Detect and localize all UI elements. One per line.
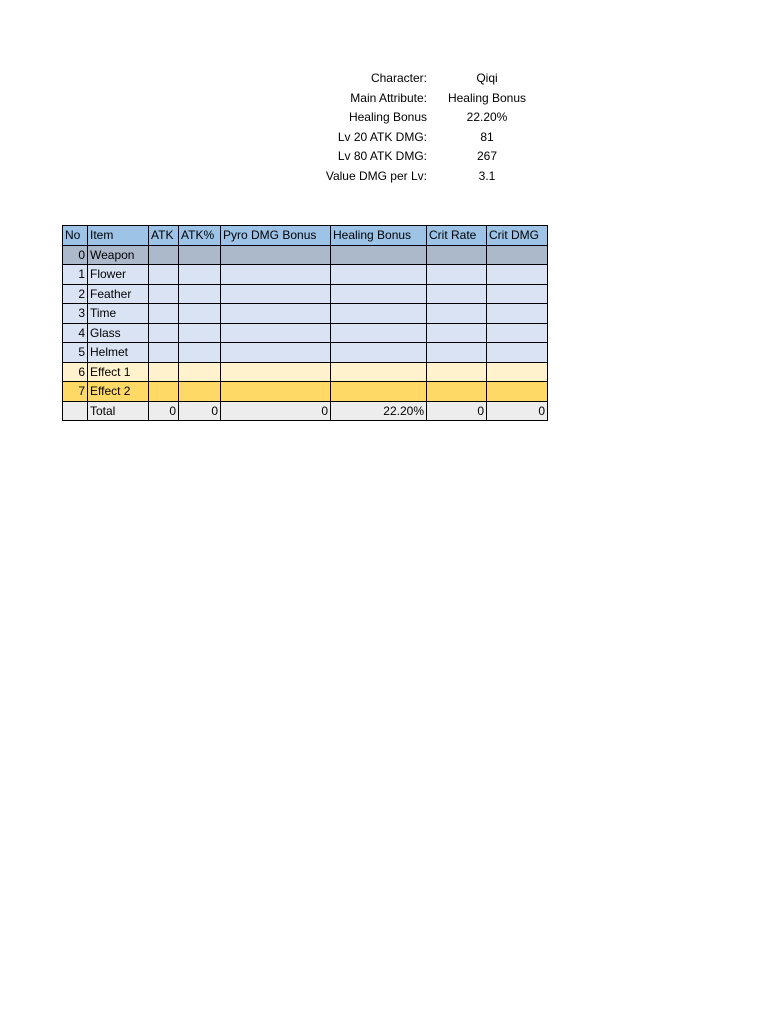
cell-pyro-dmg-bonus[interactable]: [221, 343, 331, 363]
cell-no[interactable]: 5: [63, 343, 88, 363]
lv80-atk-label[interactable]: Lv 80 ATK DMG:: [337, 149, 427, 164]
info-row-character: [300, 69, 547, 89]
cell-crit-dmg[interactable]: [487, 382, 548, 402]
total-healing-bonus[interactable]: 22.20%: [331, 401, 427, 421]
cell-item[interactable]: Flower: [88, 265, 149, 285]
cell-item[interactable]: Glass: [88, 323, 149, 343]
total-atk[interactable]: 0: [149, 401, 179, 421]
cell-no[interactable]: 3: [63, 304, 88, 324]
info-row-healing-bonus: [300, 108, 547, 128]
cell-pyro-dmg-bonus[interactable]: [221, 245, 331, 265]
cell-atk[interactable]: [149, 265, 179, 285]
cell-crit-rate[interactable]: [427, 323, 487, 343]
cell-crit-rate[interactable]: [427, 343, 487, 363]
cell-no[interactable]: 0: [63, 245, 88, 265]
header-atk[interactable]: ATK: [149, 226, 179, 246]
character-label[interactable]: Character:: [370, 71, 427, 85]
info-row-lv80-atk: [300, 147, 547, 167]
cell-atk-pct[interactable]: [179, 284, 221, 304]
cell-pyro-dmg-bonus[interactable]: [221, 362, 331, 382]
cell-crit-rate[interactable]: [427, 284, 487, 304]
lv80-atk-value[interactable]: 267: [476, 149, 498, 164]
cell-no[interactable]: 6: [63, 362, 88, 382]
table-row: [63, 382, 548, 402]
cell-no[interactable]: 7: [63, 382, 88, 402]
cell-no[interactable]: 2: [63, 284, 88, 304]
healing-bonus-label[interactable]: Healing Bonus: [348, 110, 427, 125]
cell-no[interactable]: [63, 401, 88, 421]
cell-atk-pct[interactable]: [179, 343, 221, 363]
cell-healing-bonus[interactable]: [331, 382, 427, 402]
lv20-atk-label[interactable]: Lv 20 ATK DMG:: [337, 129, 427, 144]
info-row-dmg-per-lv: [300, 167, 547, 187]
cell-atk[interactable]: [149, 304, 179, 324]
table-row: [63, 265, 548, 285]
cell-crit-dmg[interactable]: [487, 304, 548, 324]
cell-atk[interactable]: [149, 362, 179, 382]
cell-crit-dmg[interactable]: [487, 284, 548, 304]
cell-crit-rate[interactable]: [427, 382, 487, 402]
cell-item[interactable]: Feather: [88, 284, 149, 304]
stats-table: [62, 225, 548, 421]
total-atk-pct[interactable]: 0: [179, 401, 221, 421]
cell-item[interactable]: Effect 2: [88, 382, 149, 402]
info-row-lv20-atk: [300, 128, 547, 148]
cell-crit-dmg[interactable]: [487, 265, 548, 285]
cell-item[interactable]: Helmet: [88, 343, 149, 363]
cell-crit-dmg[interactable]: [487, 343, 548, 363]
cell-crit-dmg[interactable]: [487, 323, 548, 343]
cell-no[interactable]: 4: [63, 323, 88, 343]
cell-healing-bonus[interactable]: [331, 304, 427, 324]
table-row: [63, 323, 548, 343]
healing-bonus-value[interactable]: 22.20%: [466, 110, 508, 125]
cell-crit-dmg[interactable]: [487, 362, 548, 382]
cell-item[interactable]: Time: [88, 304, 149, 324]
cell-no[interactable]: 1: [63, 265, 88, 285]
cell-atk[interactable]: [149, 245, 179, 265]
cell-atk[interactable]: [149, 343, 179, 363]
cell-atk[interactable]: [149, 382, 179, 402]
cell-pyro-dmg-bonus[interactable]: [221, 284, 331, 304]
dmg-per-lv-label[interactable]: Value DMG per Lv:: [325, 168, 427, 183]
total-pyro-dmg-bonus[interactable]: 0: [221, 401, 331, 421]
cell-crit-dmg[interactable]: [487, 245, 548, 265]
header-pyro-dmg-bonus[interactable]: Pyro DMG Bonus: [221, 226, 331, 246]
total-label[interactable]: Total: [88, 401, 149, 421]
cell-atk-pct[interactable]: [179, 323, 221, 343]
cell-crit-rate[interactable]: [427, 304, 487, 324]
cell-healing-bonus[interactable]: [331, 265, 427, 285]
table-row: [63, 343, 548, 363]
table-row: [63, 245, 548, 265]
cell-crit-rate[interactable]: [427, 245, 487, 265]
cell-item[interactable]: Weapon: [88, 245, 149, 265]
main-attribute-value[interactable]: Healing Bonus: [447, 90, 527, 105]
main-attribute-label[interactable]: Main Attribute:: [350, 90, 427, 105]
cell-atk-pct[interactable]: [179, 382, 221, 402]
header-row: [63, 226, 548, 246]
header-crit-rate[interactable]: Crit Rate: [427, 226, 487, 246]
cell-healing-bonus[interactable]: [331, 245, 427, 265]
cell-healing-bonus[interactable]: [331, 284, 427, 304]
table-row: [63, 362, 548, 382]
total-crit-rate[interactable]: 0: [427, 401, 487, 421]
cell-healing-bonus[interactable]: [331, 323, 427, 343]
cell-pyro-dmg-bonus[interactable]: [221, 304, 331, 324]
cell-atk[interactable]: [149, 323, 179, 343]
header-healing-bonus[interactable]: Healing Bonus: [331, 226, 427, 246]
cell-pyro-dmg-bonus[interactable]: [221, 323, 331, 343]
header-item[interactable]: Item: [88, 226, 149, 246]
cell-atk-pct[interactable]: [179, 245, 221, 265]
header-crit-dmg[interactable]: Crit DMG: [487, 226, 548, 246]
cell-atk-pct[interactable]: [179, 265, 221, 285]
total-crit-dmg[interactable]: 0: [487, 401, 548, 421]
cell-atk-pct[interactable]: [179, 304, 221, 324]
header-no[interactable]: No: [63, 226, 88, 246]
table-row: [63, 304, 548, 324]
table-row: [63, 284, 548, 304]
info-row-main-attribute: [300, 89, 547, 109]
cell-atk[interactable]: [149, 284, 179, 304]
cell-atk-pct[interactable]: [179, 362, 221, 382]
character-info: [300, 69, 547, 187]
cell-pyro-dmg-bonus[interactable]: [221, 265, 331, 285]
total-row: [63, 401, 548, 421]
header-atk-pct[interactable]: ATK%: [179, 226, 221, 246]
cell-crit-rate[interactable]: [427, 362, 487, 382]
character-value[interactable]: Qiqi: [476, 71, 498, 85]
cell-healing-bonus[interactable]: [331, 343, 427, 363]
dmg-per-lv-value[interactable]: 3.1: [478, 168, 496, 183]
lv20-atk-value[interactable]: 81: [480, 129, 494, 144]
cell-crit-rate[interactable]: [427, 265, 487, 285]
cell-pyro-dmg-bonus[interactable]: [221, 382, 331, 402]
cell-healing-bonus[interactable]: [331, 362, 427, 382]
cell-item[interactable]: Effect 1: [88, 362, 149, 382]
